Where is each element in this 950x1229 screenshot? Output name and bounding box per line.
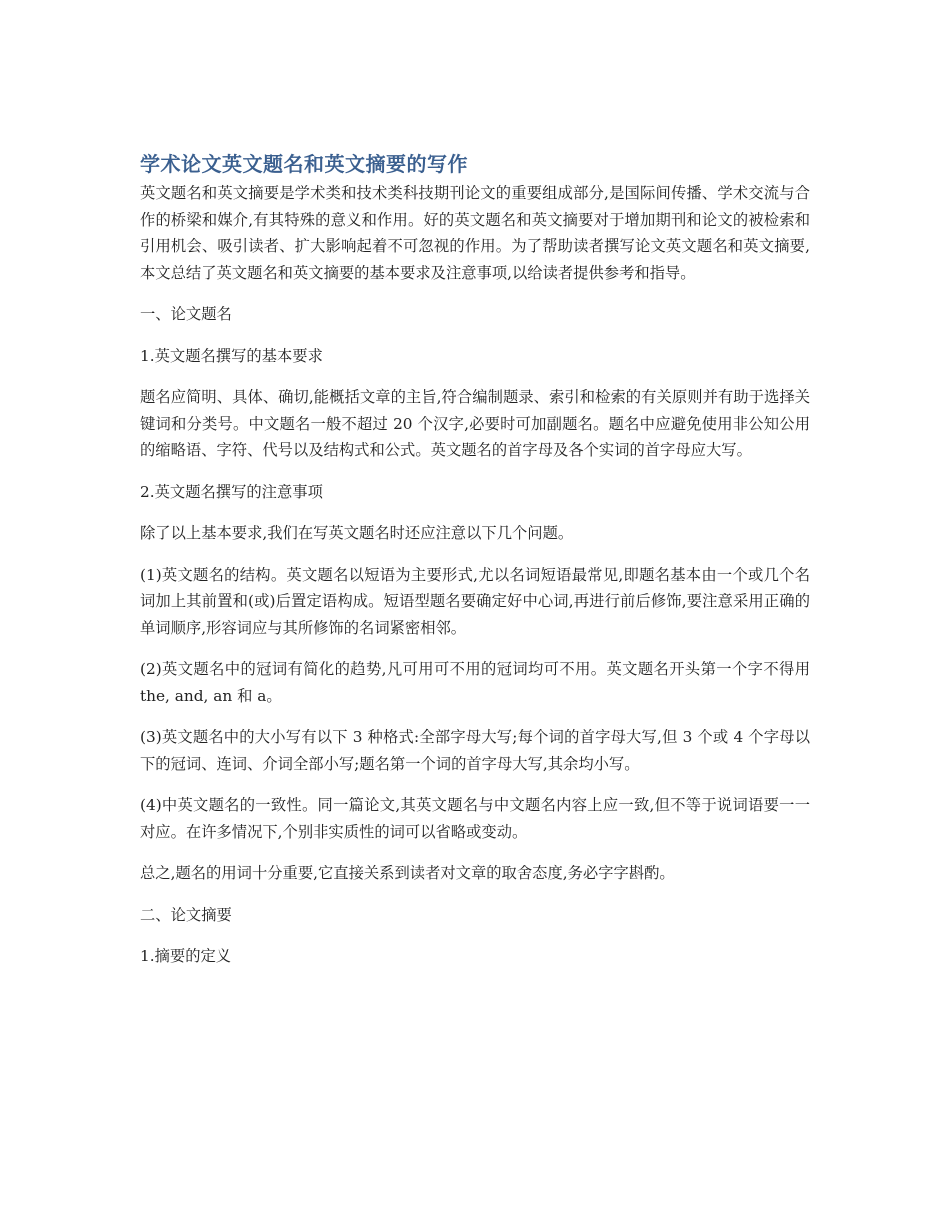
conclusion-paragraph: 总之,题名的用词十分重要,它直接关系到读者对文章的取舍态度,务必字字斟酌。 xyxy=(140,864,675,882)
subheading-basic-requirements: 1.英文题名撰写的基本要求 xyxy=(140,346,323,365)
section-heading-abstract: 二、论文摘要 xyxy=(140,905,232,924)
document-page xyxy=(140,150,810,985)
notes-intro-paragraph: 除了以上基本要求,我们在写英文题名时还应注意以下几个问题。 xyxy=(140,524,574,542)
document-title: 学术论文英文题名和英文摘要的写作 xyxy=(140,152,468,176)
subheading-abstract-definition: 1.摘要的定义 xyxy=(140,947,232,965)
list-item: (4)中英文题名的一致性。同一篇论文,其英文题名与中文题名内容上应一致,但不等于说词语要一一对应。在许多情况下,个别非实质性的词可以省略或变动。 xyxy=(140,796,810,841)
subheading-notes: 2.英文题名撰写的注意事项 xyxy=(140,482,323,501)
list-item: (1)英文题名的结构。英文题名以短语为主要形式,尤以名词短语最常见,即题名基本由一个或几个名词加上其前置和(或)后置定语构成。短语型题名要确定好中心词,再进行前后修饰,要注意采用正确的单词顺序,形容词应与其所修饰的名词紧密相邻。 xyxy=(140,565,810,637)
list-item: (2)英文题名中的冠词有简化的趋势,凡可用可不用的冠词均可不用。英文题名开头第一个字不得用 the, and, an 和 a。 xyxy=(140,660,810,705)
section-heading-titles: 一、论文题名 xyxy=(140,305,232,323)
list-item: (3)英文题名中的大小写有以下 3 种格式:全部字母大写;每个词的首字母大写,但 3 个或 4 个字母以下的冠词、连词、介词全部小写;题名第一个词的首字母大写,其余均小写。 xyxy=(140,728,810,773)
intro-paragraph: 英文题名和英文摘要是学术类和技术类科技期刊论文的重要组成部分,是国际间传播、学术交流与合作的桥梁和媒介,有其特殊的意义和作用。好的英文题名和英文摘要对于增加期刊和论文的被检索和引用机会、吸引读者、扩大影响起着不可忽视的作用。为了帮助读者撰写论文英文题名和英文摘要,本文总结了英文题名和英文摘要的基本要求及注意事项,以给读者提供参考和指导。 xyxy=(140,184,810,282)
basic-requirements-paragraph: 题名应简明、具体、确切,能概括文章的主旨,符合编制题录、索引和检索的有关原则并有助于选择关键词和分类号。中文题名一般不超过 20 个汉字,必要时可加副题名。题名中应避免使用非公知公用的缩略语、字符、代号以及结构式和公式。英文题名的首字母及各个实词的首字母应大写。 xyxy=(140,388,810,459)
